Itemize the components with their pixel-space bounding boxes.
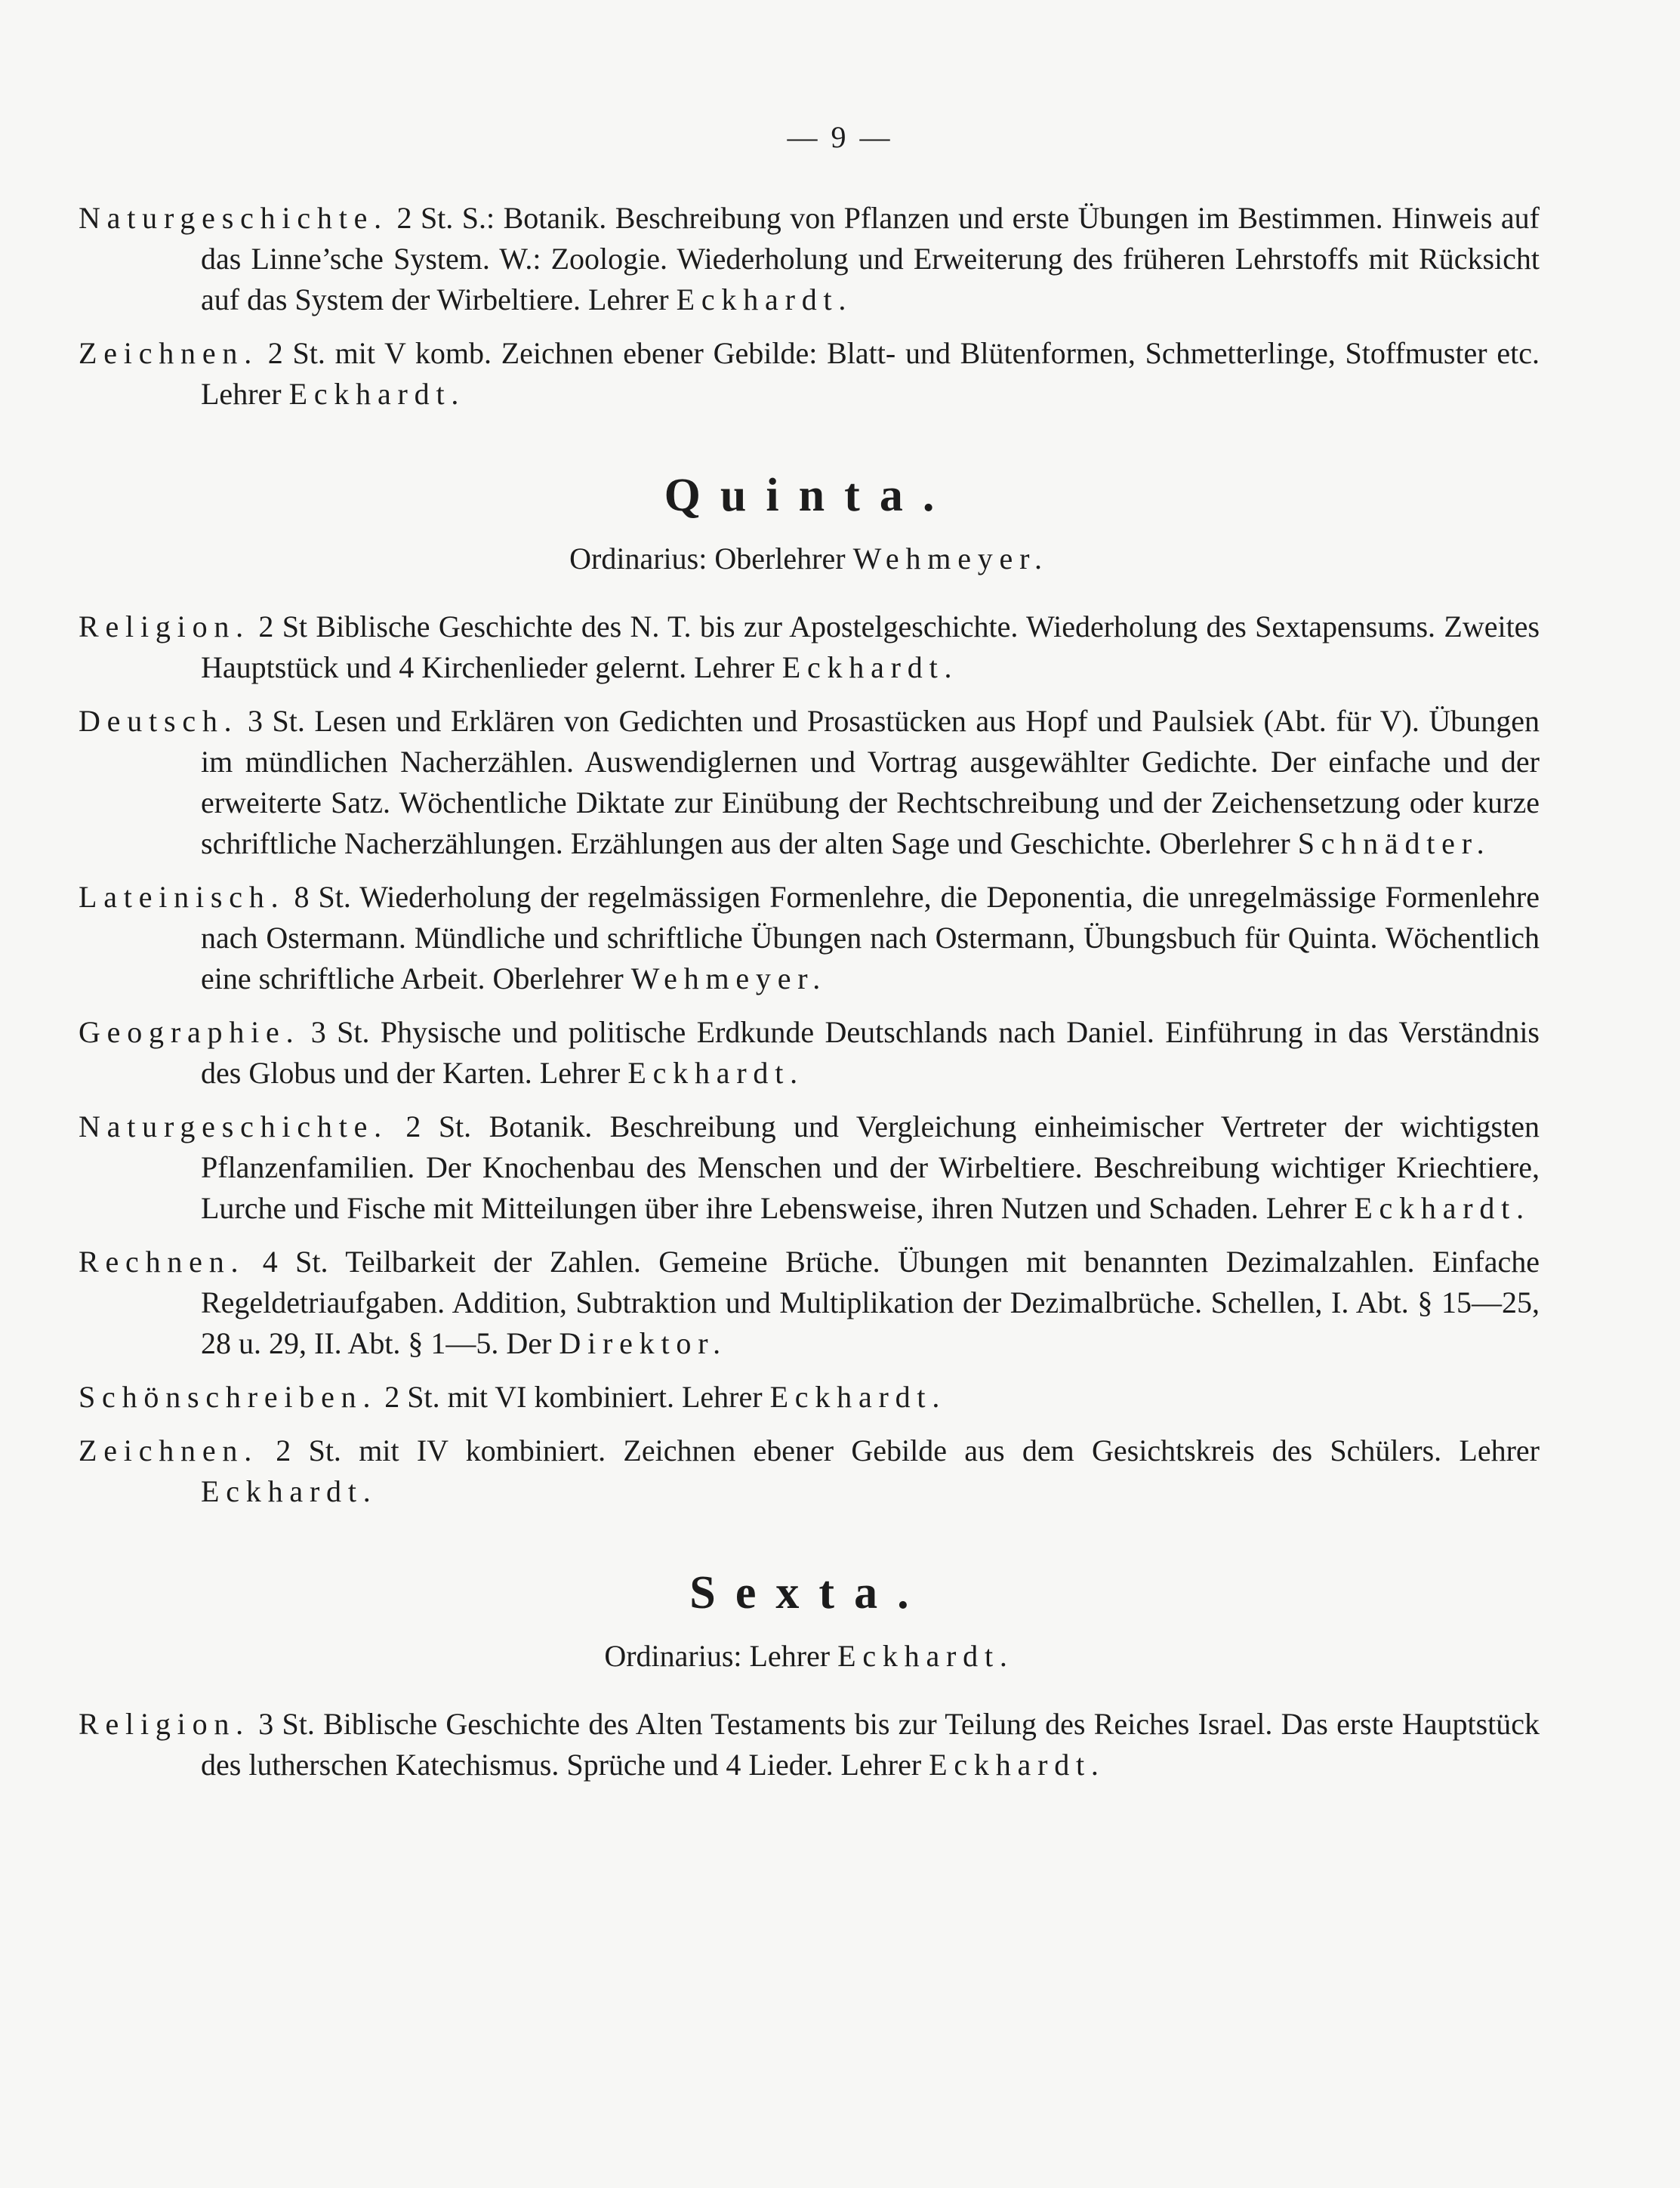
entry-text: 3 St. Biblische Geschichte des Alten Testaments bis zur Teilung des Reiches Israel. Das erste Hauptstück des lutherschen Katechismus. Sprüche und 4 Lieder. Lehrer [201,1707,1540,1782]
entry-naturgeschichte-prev [79,198,1540,320]
subject-label: Deutsch. [79,704,239,738]
section-title-sexta: Sexta. [689,1567,929,1619]
page-number: — 9 — [787,120,893,154]
entry-text: 3 St. Physische und politische Erdkunde Deutschlands nach Daniel. Einführung in das Verständnis des Globus und der Karten. Lehrer [201,1015,1540,1090]
entry-text: 2 St Biblische Geschichte des N. T. bis zur Apostelgeschichte. Wiederholung des Sextapensums. Zweites Hauptstück und 4 Kirchenlieder gelernt. Lehrer [201,609,1540,684]
entry-rechnen [79,1242,1540,1364]
subject-label: Rechnen. [79,1245,245,1279]
ordinarius-label: Ordinarius: Lehrer [604,1639,831,1673]
entry-geographie [79,1012,1540,1094]
entry-naturgeschichte [79,1106,1540,1229]
entry-religion [79,606,1540,688]
subject-label: Naturgeschichte. [79,201,388,235]
teacher-name: Eckhardt. [288,377,466,411]
subject-label: Schönschreiben. [79,1380,378,1414]
entry-religion-sexta [79,1704,1540,1785]
entry-zeichnen-prev [79,333,1540,415]
section-title-quinta: Quinta. [664,470,954,521]
teacher-name: Eckhardt. [676,282,853,316]
teacher-name: Direktor. [559,1326,727,1360]
entry-text: 2 St. Botanik. Beschreibung und Vergleichung einheimischer Vertreter der wichtigsten Pflanzenfamilien. Der Knochenbau des Menschen und der Wirbeltiere. Beschreibung wichtiger Kriechtiere, Lurche und Fische mit Mitteilungen über ihre Lebensweise, ihren Nutzen und Schaden. Lehrer [201,1109,1540,1225]
subject-label: Zeichnen. [79,1433,259,1467]
ordinarius-name: Eckhardt. [837,1639,1014,1673]
ordinarius-sexta [79,1636,1540,1677]
ordinarius-label: Ordinarius: Oberlehrer [569,542,846,576]
teacher-name: Eckhardt. [781,650,959,684]
teacher-name: Schnädter. [1297,826,1491,860]
page-content [79,198,1540,1798]
subject-label: Zeichnen. [79,336,259,370]
entry-text: 2 St. S.: Botanik. Beschreibung von Pflanzen und erste Übungen im Bestimmen. Hinweis auf das Linne’sche System. W.: Zoologie. Wiederholung und Erweiterung des früheren Lehrstoffs mit Rücksicht auf das System der Wirbeltiere. Lehrer [201,201,1540,316]
subject-label: Religion. [79,609,250,643]
teacher-name: Eckhardt. [929,1748,1105,1782]
entry-text: 2 St. mit VI kombiniert. Lehrer [384,1380,763,1414]
entry-lateinisch [79,877,1540,999]
entry-deutsch [79,701,1540,864]
entry-text: 2 St. mit V komb. Zeichnen ebener Gebilde: Blatt- und Blütenformen, Schmetterlinge, Stoffmuster etc. Lehrer [201,336,1540,411]
ordinarius-name: Wehmeyer. [852,542,1049,576]
subject-label: Religion. [79,1707,250,1741]
subject-label: Geographie. [79,1015,301,1049]
teacher-name: Eckhardt. [1354,1191,1530,1225]
entry-text: 4 St. Teilbarkeit der Zahlen. Gemeine Brüche. Übungen mit benannten Dezimalzahlen. Einfache Regeldetriaufgaben. Addition, Subtraktion und Multiplikation der Dezimalbrüche. Schellen, I. Abt. § 15—25, 28 u. 29, II. Abt. § 1—5. Der [201,1245,1540,1360]
subject-label: Lateinisch. [79,880,285,914]
teacher-name: Eckhardt. [627,1056,804,1090]
entry-schoenschreiben [79,1377,1540,1418]
entry-text: 3 St. Lesen und Erklären von Gedichten und Prosastücken aus Hopf und Paulsiek (Abt. für V). Übungen im mündlichen Nacherzählen. Auswendiglernen und Vortrag ausgewählter Gedichte. Der einfache und der erweiterte Satz. Wöchentliche Diktate zur Einübung der Rechtschreibung und der Zeichensetzung oder kurze schriftliche Nacherzählungen. Erzählungen aus der alten Sage und Geschichte. Oberlehrer [201,704,1540,860]
teacher-name: Eckhardt. [769,1380,947,1414]
teacher-name: Wehmeyer. [630,961,827,995]
entry-text: 2 St. mit IV kombiniert. Zeichnen ebener Gebilde aus dem Gesichtskreis des Schülers. Lehrer [276,1433,1540,1467]
entry-zeichnen [79,1430,1540,1512]
subject-label: Naturgeschichte. [79,1109,388,1143]
entry-text: 8 St. Wiederholung der regelmässigen Formenlehre, die Deponentia, die unregelmässige Formenlehre nach Ostermann. Mündliche und schriftliche Übungen nach Ostermann, Übungsbuch für Quinta. Wöchentlich eine schriftliche Arbeit. Oberlehrer [201,880,1540,995]
ordinarius-quinta [79,539,1540,579]
teacher-name: Eckhardt. [201,1474,378,1508]
